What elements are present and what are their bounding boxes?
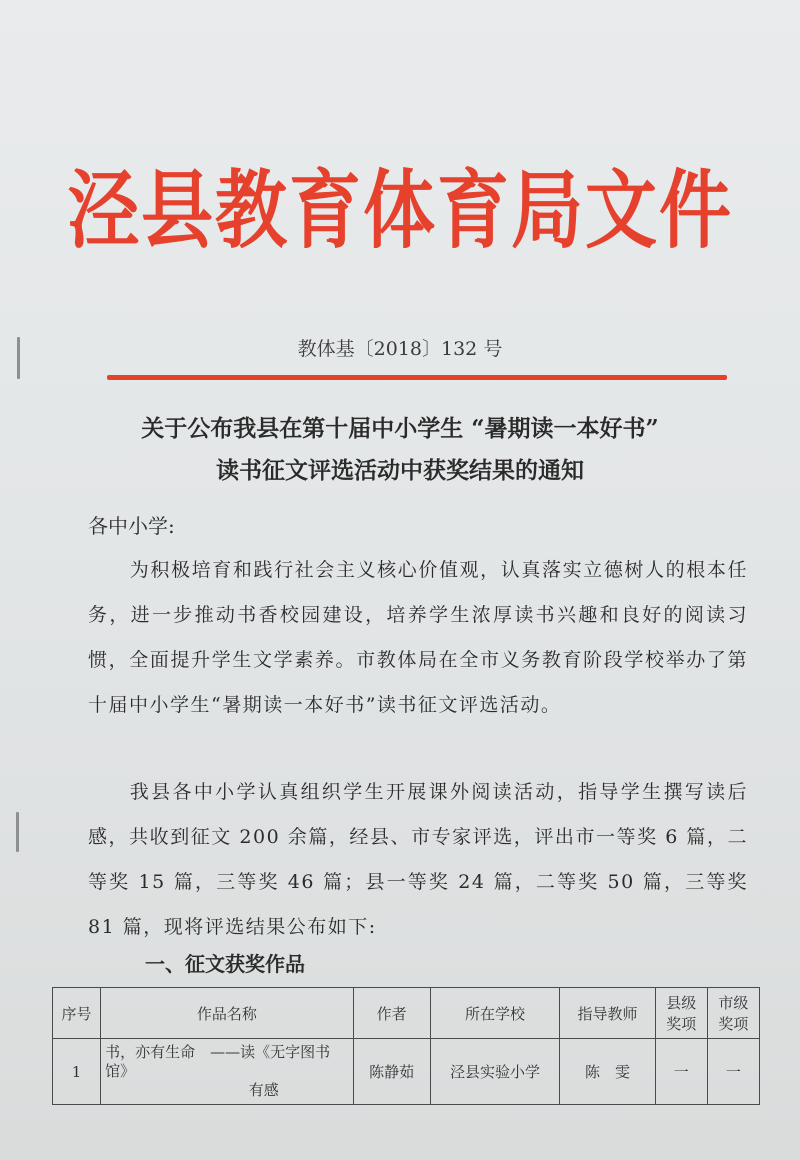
salutation: 各中小学: bbox=[88, 514, 175, 538]
body-paragraph: 为积极培育和践行社会主义核心价值观，认真落实立德树人的根本任务，进一步推动书香校园建设，培养学生浓厚读书兴趣和良好的阅读习惯，全面提升学生文学素养。市教体局在全市义务教育阶段学校举办了第十届中小学生“暑期读一本好书”读书征文评选活动。 bbox=[88, 559, 748, 716]
section-heading: 一、征文获奖作品 bbox=[145, 952, 305, 976]
col-header-no: 序号 bbox=[53, 988, 101, 1039]
cell-title-line-1: 书，亦有生命 ——读《无字图书馆》 bbox=[105, 1043, 331, 1080]
col-header-school: 所在学校 bbox=[430, 988, 560, 1039]
cell-county-award: 一 bbox=[655, 1039, 707, 1105]
col-header-teacher: 指导教师 bbox=[560, 988, 655, 1039]
document-number: 教体基〔2018〕132 号 bbox=[297, 338, 503, 360]
document-red-header: 泾县教育体育局文件 bbox=[66, 160, 733, 261]
body-paragraph: 我县各中小学认真组织学生开展课外阅读活动，指导学生撰写读后感，共收到征文 200 余篇，经县、市专家评选，评出市一等奖 6 篇，二等奖 15 篇，三等奖 46 篇；县一等奖 24 篇，二等奖 50 篇，三等奖 81 篇，现将评选结果公布如下: bbox=[88, 781, 748, 938]
col-header-author: 作者 bbox=[353, 988, 430, 1039]
table-header-row bbox=[53, 988, 760, 1039]
staple-mark bbox=[16, 812, 19, 852]
cell-city-award: 一 bbox=[707, 1039, 759, 1105]
cell-author: 陈静茹 bbox=[353, 1039, 430, 1105]
cell-title-line-2: 有感 bbox=[248, 1081, 279, 1099]
col-header-title: 作品名称 bbox=[101, 988, 354, 1039]
cell-teacher: 陈 雯 bbox=[560, 1039, 655, 1105]
notice-title-line-2: 读书征文评选活动中获奖结果的通知 bbox=[216, 457, 584, 484]
awards-table bbox=[52, 987, 760, 1105]
red-divider-line bbox=[107, 375, 727, 380]
cell-school: 泾县实验小学 bbox=[430, 1039, 560, 1105]
cell-no: 1 bbox=[53, 1039, 101, 1105]
col-header-city-award: 市级奖项 bbox=[707, 988, 759, 1039]
col-header-county-award: 县级奖项 bbox=[655, 988, 707, 1039]
notice-title-line-1: 关于公布我县在第十届中小学生 “暑期读一本好书” bbox=[141, 415, 659, 442]
table-row bbox=[53, 1039, 760, 1105]
cell-title bbox=[101, 1039, 354, 1105]
